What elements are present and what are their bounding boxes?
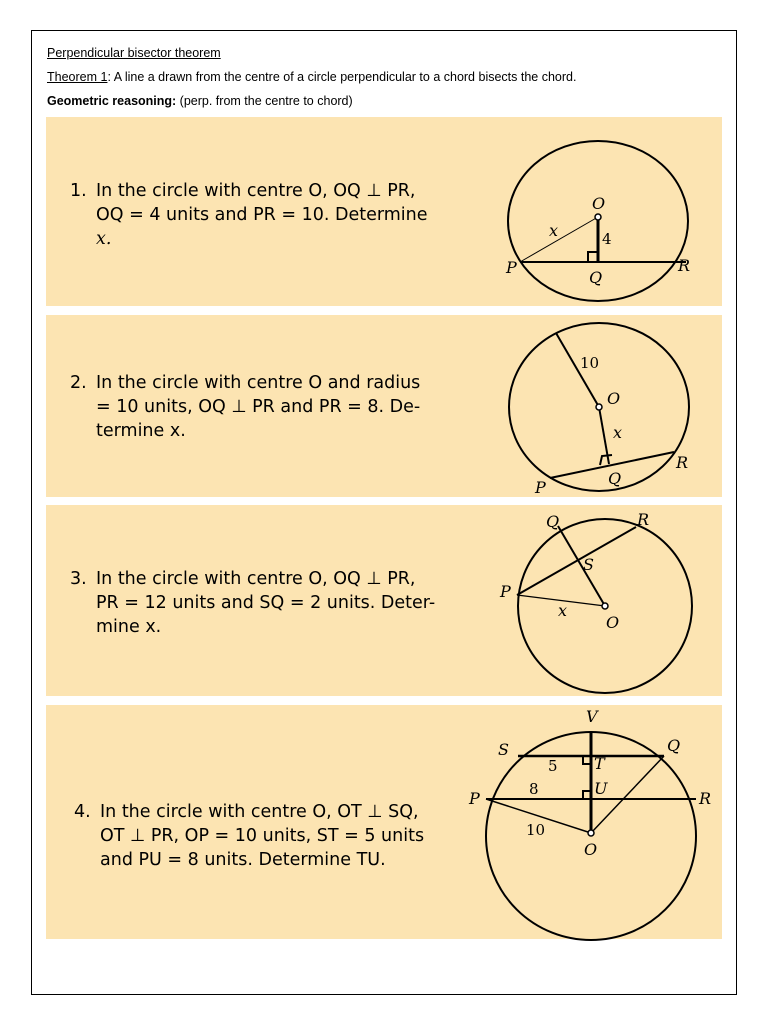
label-q: Q xyxy=(667,736,681,755)
label-x: x xyxy=(549,221,559,240)
label-5: 5 xyxy=(548,757,558,775)
label-10: 10 xyxy=(526,821,546,839)
question-line: and PU = 8 units. Determine TU. xyxy=(100,850,386,870)
label-4: 4 xyxy=(602,230,612,248)
question-number: 2. xyxy=(70,373,87,393)
label-10: 10 xyxy=(580,354,600,372)
question-1-diagram xyxy=(46,117,722,306)
question-line: x. xyxy=(96,229,112,249)
question-line: OT ⊥ PR, OP = 10 units, ST = 5 units xyxy=(100,826,425,846)
label-r: R xyxy=(678,256,691,275)
centre-point xyxy=(602,603,608,609)
question-line: PR = 12 units and SQ = 2 units. Deter- xyxy=(96,593,436,613)
label-o: O xyxy=(584,840,598,859)
label-r: R xyxy=(676,453,689,472)
question-3-panel xyxy=(46,505,722,696)
question-line: termine x. xyxy=(96,421,186,441)
theorem-text: : A line a drawn from the centre of a circle perpendicular to a chord bisects the chord. xyxy=(107,70,577,84)
label-p: P xyxy=(535,478,546,497)
label-o: O xyxy=(592,194,606,213)
theorem-line xyxy=(47,69,576,85)
label-s: S xyxy=(498,740,509,759)
label-q: Q xyxy=(608,469,622,488)
label-r: R xyxy=(699,789,712,808)
label-8: 8 xyxy=(529,780,539,798)
label-u: U xyxy=(594,779,608,798)
label-p: P xyxy=(500,582,511,601)
segment-qo xyxy=(558,526,605,606)
label-p: P xyxy=(469,789,480,808)
question-line: OQ = 4 units and PR = 10. Determine xyxy=(96,205,428,225)
question-number: 1. xyxy=(70,181,87,201)
reasoning-line xyxy=(47,93,353,109)
question-line: In the circle with centre O, OQ ⊥ PR, xyxy=(96,569,416,589)
label-x: x xyxy=(558,601,568,620)
label-r: R xyxy=(637,510,650,529)
page-title: Perpendicular bisector theorem xyxy=(47,46,221,60)
label-q: Q xyxy=(589,268,603,287)
question-line: In the circle with centre O, OQ ⊥ PR, xyxy=(96,181,416,201)
question-number: 3. xyxy=(70,569,87,589)
segment-op xyxy=(520,217,598,262)
label-s: S xyxy=(583,555,594,574)
question-line: mine x. xyxy=(96,617,162,637)
centre-point xyxy=(588,830,594,836)
label-o: O xyxy=(607,389,621,408)
question-line: = 10 units, OQ ⊥ PR and PR = 8. De- xyxy=(96,397,421,417)
label-q: Q xyxy=(546,512,560,531)
question-1-panel xyxy=(46,117,722,306)
reasoning-label: Geometric reasoning: xyxy=(47,94,177,108)
question-3-diagram xyxy=(46,505,722,696)
right-angle-mark xyxy=(600,455,612,465)
centre-point xyxy=(596,404,602,410)
theorem-label: Theorem 1 xyxy=(47,70,108,84)
reasoning-text: (perp. from the centre to chord) xyxy=(176,94,353,108)
question-2-diagram xyxy=(46,315,722,497)
question-line: In the circle with centre O and radius xyxy=(96,373,421,393)
centre-point xyxy=(595,214,601,220)
question-number: 4. xyxy=(74,802,91,822)
label-t: T xyxy=(594,754,605,773)
question-2-panel xyxy=(46,315,722,497)
question-line: In the circle with centre O, OT ⊥ SQ, xyxy=(100,802,419,822)
label-o: O xyxy=(606,613,620,632)
label-x: x xyxy=(613,423,623,442)
label-v: V xyxy=(586,707,598,726)
question-4-panel xyxy=(46,705,722,939)
label-p: P xyxy=(506,258,517,277)
question-4-diagram xyxy=(46,705,722,939)
chord-pr xyxy=(517,527,636,595)
